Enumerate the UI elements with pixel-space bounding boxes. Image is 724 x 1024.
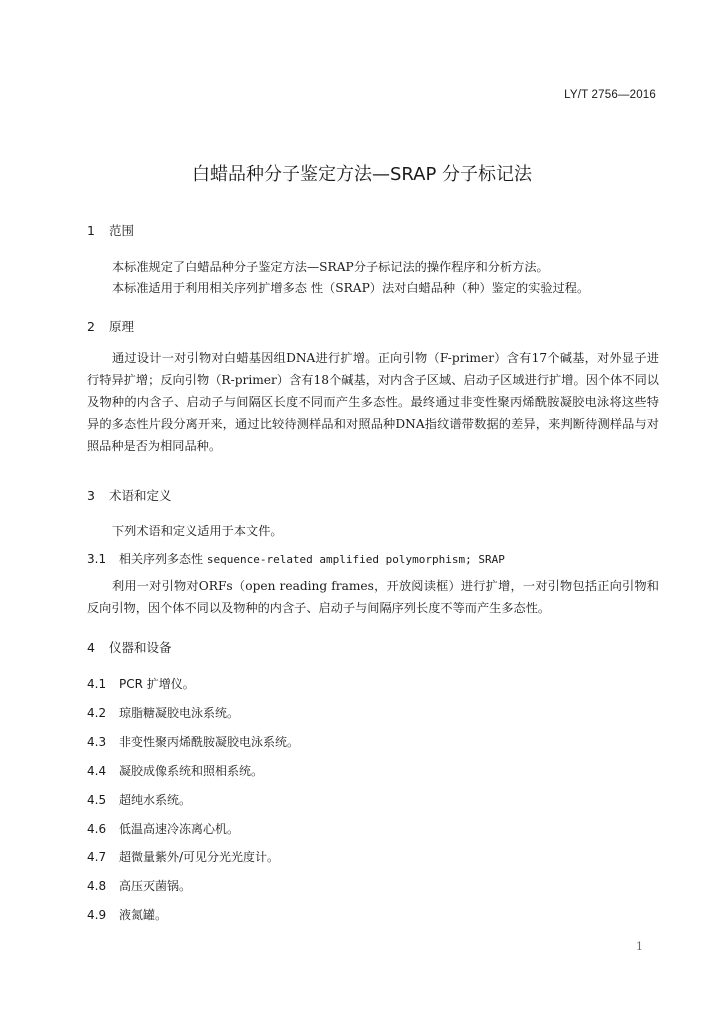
section-number: 3 (87, 488, 95, 503)
section-title: 范围 (109, 223, 135, 238)
item-number: 4.4 (87, 764, 107, 778)
section-title: 仪器和设备 (109, 640, 172, 655)
page-number: 1 (636, 940, 643, 953)
section-1-heading (87, 221, 134, 239)
item-number: 4.9 (87, 908, 107, 922)
item-text: 凝胶成像系统和照相系统。 (119, 764, 264, 778)
section-4-heading (87, 638, 172, 656)
term-english: sequence-related amplified polymorphism; SRAP (206, 553, 505, 566)
item-text: 高压灭菌锅。 (119, 879, 192, 893)
item-number: 4.1 (87, 677, 107, 691)
equipment-item (87, 820, 239, 837)
item-number: 4.6 (87, 822, 107, 836)
item-text: 液氮罐。 (119, 908, 168, 922)
item-text: PCR 扩增仪。 (119, 677, 195, 691)
paragraph: 本标准适用于利用相关序列扩增多态 性（SRAP）法对白蜡品种（种）鉴定的实验过程。 (112, 281, 590, 295)
section-number: 2 (87, 319, 95, 334)
item-text: 非变性聚丙烯酰胺凝胶电泳系统。 (119, 735, 300, 749)
equipment-item (87, 848, 279, 865)
paragraph: 通过设计一对引物对白蜡基因组DNA进行扩增。正向引物（F-primer）含有17个碱基，对外显子进行特异扩增；反向引物（R-primer）含有18个碱基，对内含子区域、启动子区域进行扩增。因个体不同以及物种的内含子、启动子与间隔区长度不同而产生多态性。最终通过非变性聚丙烯酰胺凝胶电泳将这些特异的多态性片段分离开来，通过比较待测样品和对照品种DNA指纹谱带数据的差异，来判断待测样品与对照品种是否为相同品种。 (87, 351, 659, 453)
paragraph: 下列术语和定义适用于本文件。 (112, 524, 283, 538)
item-number: 4.7 (87, 850, 107, 864)
equipment-item (87, 733, 299, 750)
item-number: 4.5 (87, 793, 107, 807)
document-title: 白蜡品种分子鉴定方法—SRAP 分子标记法 (191, 164, 533, 185)
item-text: 低温高速冷冻离心机。 (119, 822, 240, 836)
item-number: 4.2 (87, 706, 107, 720)
equipment-item (87, 791, 191, 808)
term-chinese: 相关序列多态性 (119, 552, 204, 566)
term-heading (87, 550, 505, 567)
term-definition: 利用一对引物对ORFs（open reading frames，开放阅读框）进行扩增，一对引物包括正向引物和反向引物，因个体不同以及物种的内含子、启动子与间隔序列长度不等而产生多态性。 (87, 579, 659, 615)
standard-number: LY/T 2756—2016 (564, 89, 656, 101)
section-2-heading (87, 317, 134, 335)
equipment-item (87, 762, 263, 779)
section-title: 术语和定义 (109, 488, 172, 503)
section-title: 原理 (109, 319, 135, 334)
paragraph: 本标准规定了白蜡品种分子鉴定方法—SRAP分子标记法的操作程序和分析方法。 (112, 260, 549, 274)
section-3-heading (87, 486, 172, 504)
item-number: 4.8 (87, 879, 107, 893)
item-text: 超纯水系统。 (119, 793, 192, 807)
equipment-item (87, 704, 239, 721)
equipment-item (87, 906, 167, 923)
equipment-item (87, 877, 191, 894)
section-number: 1 (87, 223, 95, 238)
item-number: 4.3 (87, 735, 107, 749)
item-text: 超微量紫外/可见分光光度计。 (119, 850, 280, 864)
section-number: 4 (87, 640, 95, 655)
equipment-item (87, 675, 195, 692)
item-text: 琼脂糖凝胶电泳系统。 (119, 706, 240, 720)
subsection-number: 3.1 (87, 552, 107, 566)
